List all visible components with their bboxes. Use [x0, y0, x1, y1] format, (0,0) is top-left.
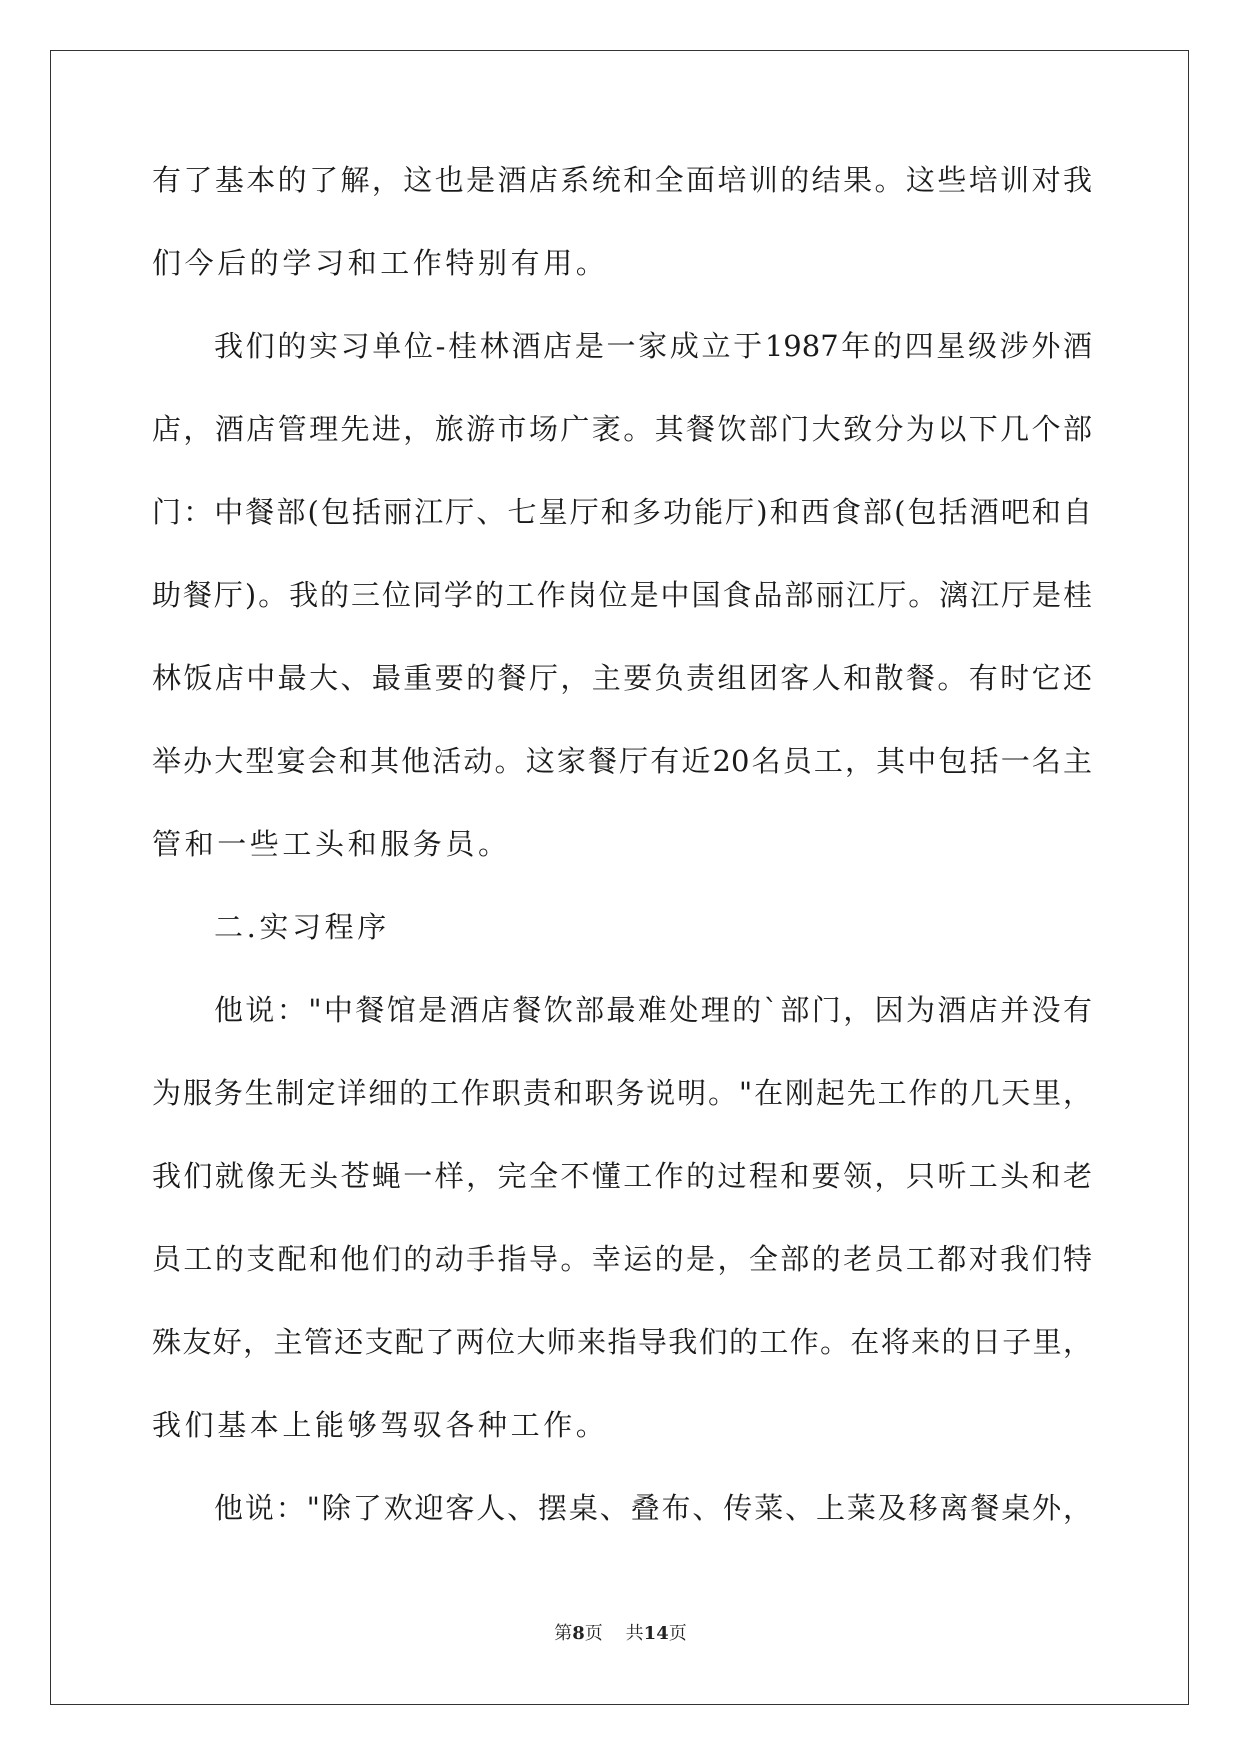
text-line: 举办大型宴会和其他活动。这家餐厅有近20名员工，其中包括一名主 [152, 744, 1092, 778]
total-suffix: 页 [668, 1623, 687, 1644]
text-line: 有了基本的了解，这也是酒店系统和全面培训的结果。这些培训对我 [152, 163, 1092, 197]
text-line: 他说："中餐馆是酒店餐饮部最难处理的`部门，因为酒店并没有 [214, 993, 1092, 1027]
text-line: 他说："除了欢迎客人、摆桌、叠布、传菜、上菜及移离餐桌外， [214, 1491, 1092, 1525]
text-line: 为服务生制定详细的工作职责和职务说明。"在刚起先工作的几天里， [152, 1076, 1092, 1110]
page-number: 8 [572, 1623, 585, 1644]
page-prefix: 第 [554, 1623, 573, 1644]
total-prefix: 共 [625, 1623, 644, 1644]
text-line: 殊友好，主管还支配了两位大师来指导我们的工作。在将来的日子里， [152, 1325, 1092, 1359]
total-pages: 14 [643, 1623, 669, 1644]
page-footer [0, 1622, 1241, 1646]
text-line: 店，酒店管理先进，旅游市场广袤。其餐饮部门大致分为以下几个部 [152, 412, 1092, 446]
text-line: 员工的支配和他们的动手指导。幸运的是，全部的老员工都对我们特 [152, 1242, 1092, 1276]
text-line: 管和一些工头和服务员。 [152, 827, 511, 861]
page-suffix: 页 [584, 1623, 603, 1644]
document-body [152, 160, 1092, 1571]
text-line: 我们就像无头苍蝇一样，完全不懂工作的过程和要领，只听工头和老 [152, 1159, 1092, 1193]
text-line: 门：中餐部(包括丽江厅、七星厅和多功能厅)和西食部(包括酒吧和自 [152, 495, 1092, 529]
text-line: 们今后的学习和工作特别有用。 [152, 246, 609, 280]
text-line: 我们基本上能够驾驭各种工作。 [152, 1408, 609, 1442]
text-line: 二.实习程序 [214, 910, 390, 944]
text-line: 助餐厅)。我的三位同学的工作岗位是中国食品部丽江厅。漓江厅是桂 [152, 578, 1092, 612]
text-line: 林饭店中最大、最重要的餐厅，主要负责组团客人和散餐。有时它还 [152, 661, 1092, 695]
text-line: 我们的实习单位-桂林酒店是一家成立于1987年的四星级涉外酒 [214, 329, 1092, 363]
